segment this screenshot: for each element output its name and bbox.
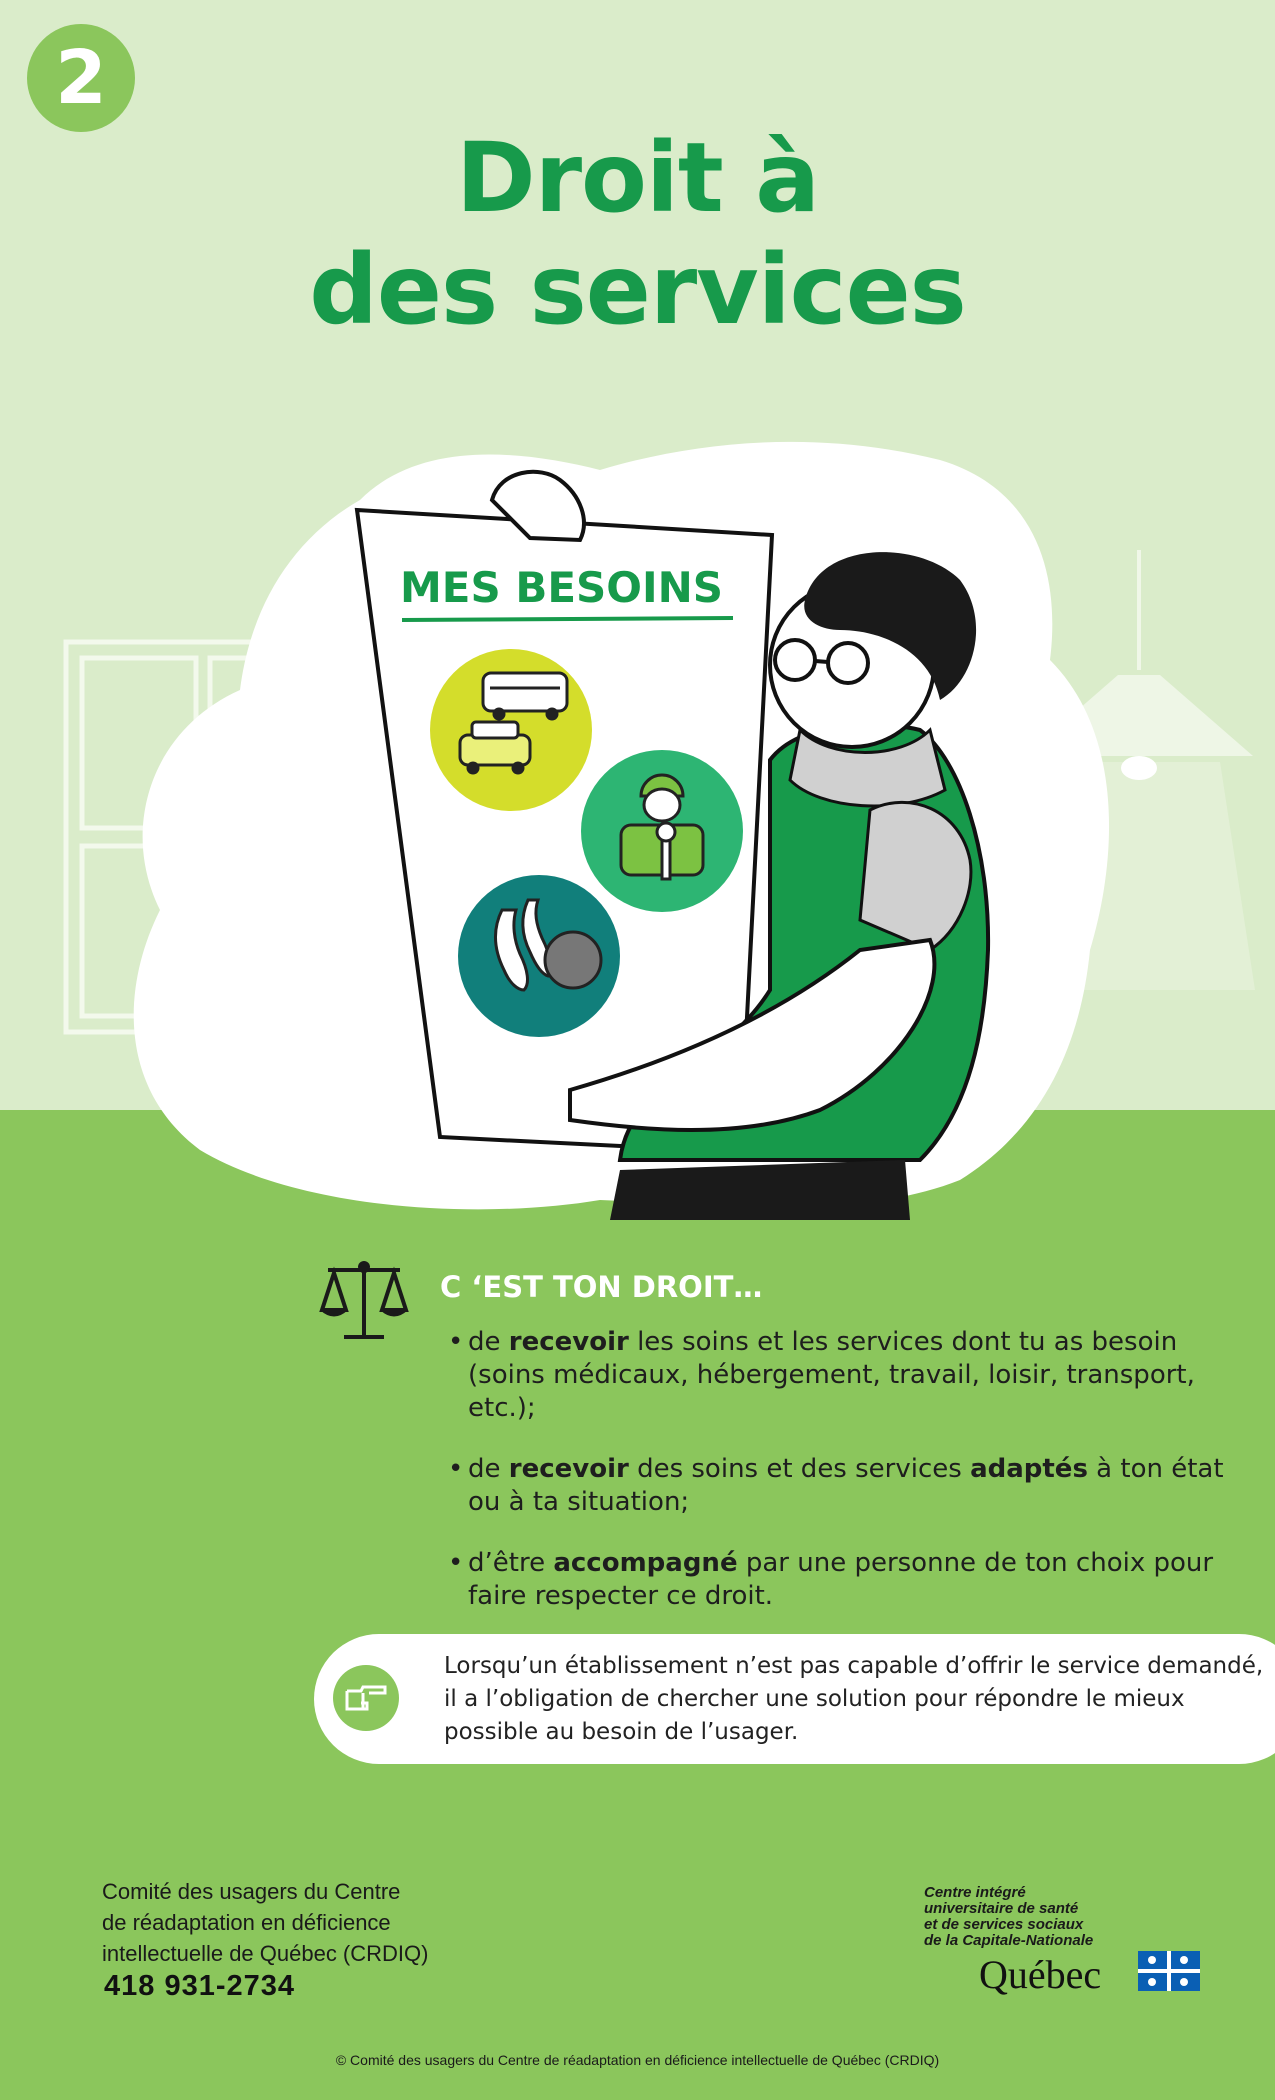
- title-line-1: Droit à: [456, 122, 819, 234]
- phone-number: 418 931-2734: [104, 1970, 295, 2002]
- illustration: [0, 430, 1275, 1220]
- quebec-wordmark: Québec: [979, 1952, 1102, 1997]
- bus-icon: [483, 673, 567, 719]
- rights-list: [446, 1326, 1246, 1641]
- list-item: • de recevoir les soins et les services dont tu as besoin (soins médicaux, hébergement, travail, loisir, transport, etc.);: [446, 1326, 1246, 1425]
- pointing-hand-icon: [333, 1665, 399, 1731]
- government-logo: [924, 1884, 1224, 1997]
- poster-heading: MES BESOINS: [400, 563, 724, 612]
- number-badge: 2: [27, 24, 135, 132]
- quebec-flag-icon: [1138, 1951, 1200, 1991]
- list-item: • d’être accompagné par une personne de ton choix pour faire respecter ce droit.: [446, 1547, 1246, 1613]
- title-line-2: des services: [309, 234, 966, 346]
- gov-org-name: Centre intégré universitaire de santé et de services sociaux de la Capitale-Nationale: [924, 1884, 1094, 1949]
- rights-heading: C ‘EST TON DROIT…: [440, 1270, 763, 1304]
- list-item: • de recevoir des soins et des services adaptés à ton état ou à ta situation;: [446, 1453, 1246, 1519]
- footer-organization: Comité des usagers du Centre de réadaptation en déficience intellectuelle de Québec (CRDIQ): [102, 1879, 429, 1966]
- copyright: © Comité des usagers du Centre de réadaptation en déficience intellectuelle de Québec (CRDIQ): [335, 2052, 940, 2068]
- note-text: Lorsqu’un établissement n’est pas capable d’offrir le service demandé, il a l’obligation de chercher une solution pour répondre le mieux possible au besoin de l’usager.: [444, 1653, 1264, 1745]
- page-title: [0, 122, 1275, 346]
- scale-icon: [318, 1255, 410, 1347]
- taxi-icon: [460, 722, 530, 773]
